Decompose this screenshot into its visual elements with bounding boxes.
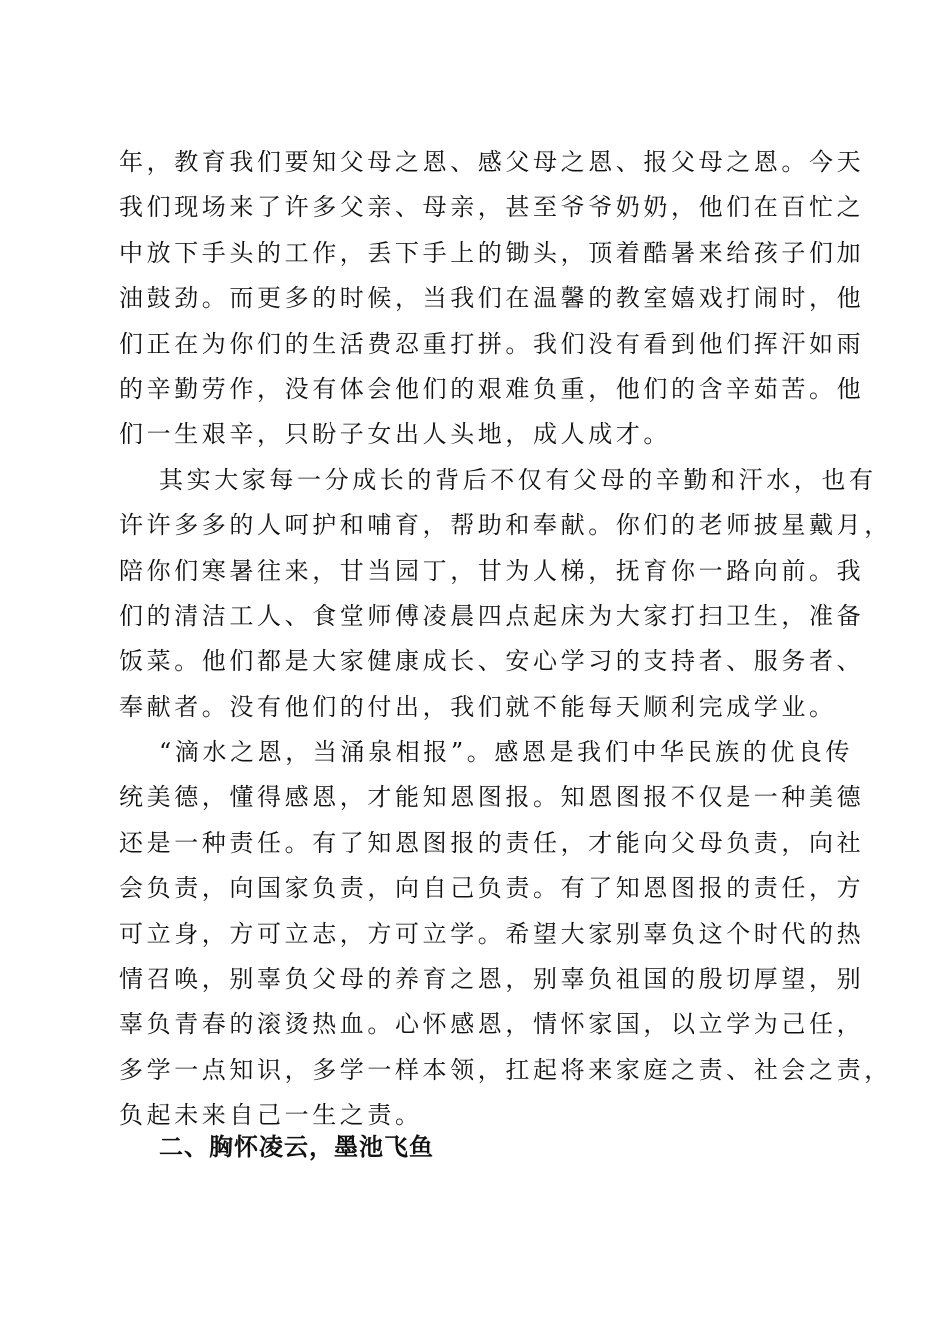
- text-line: 油鼓劲。而更多的时候，当我们在温馨的教室嬉戏打闹时，他: [119, 284, 865, 313]
- text-line: 许许多多的人呵护和哺育，帮助和奉献。你们的老师披星戴月，: [119, 511, 892, 540]
- body-text: [119, 140, 892, 1139]
- text-line: 多学一点知识，多学一样本领，扛起将来家庭之责、社会之责，: [119, 1055, 892, 1084]
- text-line: 其实大家每一分成长的背后不仅有父母的辛勤和汗水，也有: [159, 465, 877, 494]
- text-line: 们的清洁工人、食堂师傅凌晨四点起床为大家打扫卫生，准备: [119, 601, 865, 630]
- text-line: 情召唤，别辜负父母的养育之恩，别辜负祖国的殷切厚望，别: [119, 965, 865, 994]
- text-line: 辜负青春的滚烫热血。心怀感恩，情怀家国，以立学为己任，: [119, 1010, 865, 1039]
- text-line: 中放下手头的工作，丢下手上的锄头，顶着酷暑来给孩子们加: [119, 238, 865, 267]
- text-line: 的辛勤劳作，没有体会他们的艰难负重，他们的含辛茹苦。他: [119, 374, 865, 403]
- text-line: 负起未来自己一生之责。: [119, 1101, 423, 1130]
- text-line: “滴水之恩，当涌泉相报”。感恩是我们中华民族的优良传: [159, 738, 854, 767]
- text-line: 陪你们寒暑往来，甘当园丁，甘为人梯，抚育你一路向前。我: [119, 556, 865, 585]
- text-line: 可立身，方可立志，方可立学。希望大家别辜负这个时代的热: [119, 919, 865, 948]
- text-line: 统美德，懂得感恩，才能知恩图报。知恩图报不仅是一种美德: [119, 783, 865, 812]
- text-line: 奉献者。没有他们的付出，我们就不能每天顺利完成学业。: [119, 692, 837, 721]
- text-line: 还是一种责任。有了知恩图报的责任，才能向父母负责，向社: [119, 828, 865, 857]
- text-line: 们正在为你们的生活费忍重打拼。我们没有看到他们挥汗如雨: [119, 329, 865, 358]
- section-heading: 二、胸怀凌云，墨池飞鱼: [159, 1133, 434, 1161]
- text-line: 会负责，向国家负责，向自己负责。有了知恩图报的责任，方: [119, 874, 865, 903]
- text-line: 我们现场来了许多父亲、母亲，甚至爷爷奶奶，他们在百忙之: [119, 193, 865, 222]
- text-line: 们一生艰辛，只盼子女出人头地，成人成才。: [119, 420, 671, 449]
- text-line: 年，教育我们要知父母之恩、感父母之恩、报父母之恩。今天: [119, 148, 865, 176]
- text-line: 饭菜。他们都是大家健康成长、安心学习的支持者、服务者、: [119, 647, 865, 676]
